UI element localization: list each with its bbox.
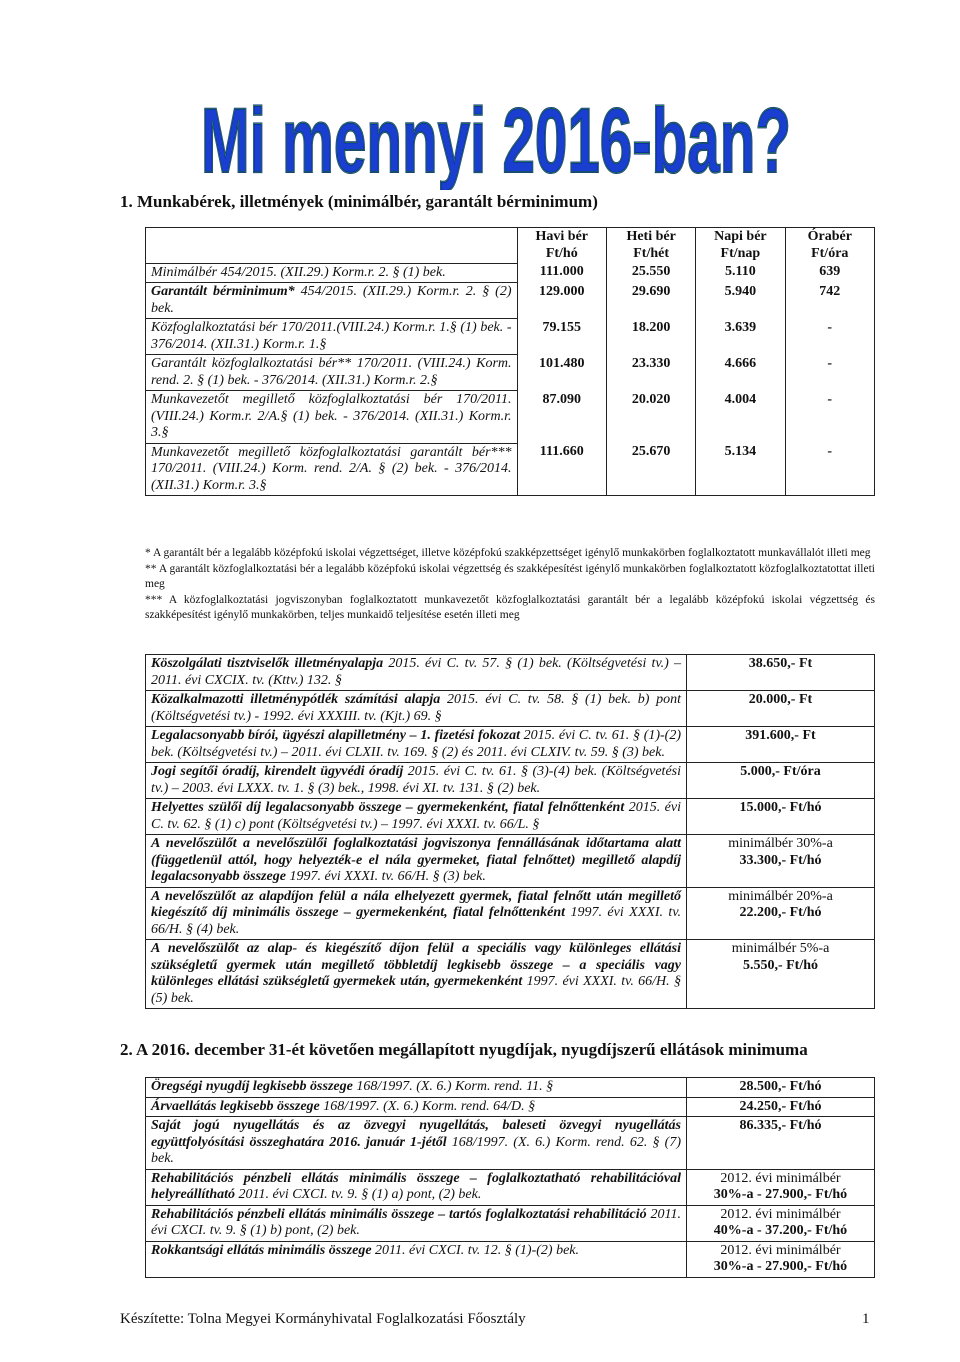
row-label [146, 763, 687, 799]
cell: - [785, 319, 874, 355]
row-title: Saját jogú nyugellátás és az özvegyi nyugellátás, baleseti özvegyi nyugellátás együttfolyósítási összeghatára 2016. január 1-jétől [151, 1118, 681, 1150]
row-label [146, 835, 687, 888]
value-line: 33.300,- Ft/hó [739, 852, 822, 868]
row-reference: 1997. évi XXXI. tv. 66/H. § (4) bek. [151, 905, 681, 937]
row-reference: 2011. évi CXCI. tv. 9. § (1) b) pont, (2) bek. [151, 1206, 681, 1238]
cell: 29.690 [607, 283, 696, 319]
table-row [146, 763, 875, 799]
cell: 639 [785, 263, 874, 283]
value-line: 15.000,- Ft/hó [739, 800, 822, 815]
row-reference: 2015. évi C. tv. 62. § (1) c) pont (Költségvetési tv.) – 1997. évi XXXI. tv. 66/L. § [151, 800, 681, 832]
value-line: 2012. évi minimálbér [720, 1206, 841, 1222]
row-reference: 2015. évi C. tv. 58. § (1) bek. b) pont (Költségvetési tv.) - 1992. évi XXXIII. tv. (Kjt.) 69. § [151, 692, 681, 724]
table-row [146, 799, 875, 835]
value-line: 28.500,- Ft/hó [739, 1079, 822, 1094]
cell: 23.330 [607, 355, 696, 391]
row-reference: 168/1997. (X. 6.) Korm. rend. 11. § [352, 1079, 554, 1094]
footnotes [145, 546, 875, 624]
section1-heading: 1. Munkabérek, illetmények (minimálbér, garantált bérminimum) [120, 192, 598, 211]
section2-heading: 2. A 2016. december 31-ét követően megállapított nyugdíjak, nyugdíjszerű ellátások minimuma [120, 1040, 808, 1059]
row-reference: 168/1997. (X. 6.) Korm. rend. 62. § (7) bek. [151, 1134, 681, 1166]
row-label [146, 887, 687, 940]
row-label [146, 1241, 687, 1277]
row-label [146, 691, 687, 727]
table-row [146, 940, 875, 1009]
row-value [687, 1205, 875, 1241]
cell: 3.639 [696, 319, 785, 355]
wage-table [145, 227, 875, 496]
row-value [687, 1097, 875, 1117]
row-label [146, 1169, 687, 1205]
footnote: *** A közfoglalkoztatási jogviszonyban foglalkoztatott munkavezetőt közfoglalkoztatási garantált bér a legalább középfokú iskolai végzettség és szakképesítést igénylő munkakörben, teljes munkaidő teljesítése esetén illeti meg [145, 593, 875, 621]
row-value [687, 691, 875, 727]
value-line: 391.600,- Ft [745, 728, 816, 743]
cell: 5.110 [696, 263, 785, 283]
row-label [146, 940, 687, 1009]
table-row [146, 391, 875, 444]
pension-table [145, 1077, 875, 1278]
col-monthly: Havi bér Ft/hó [517, 228, 607, 264]
value-line: 24.250,- Ft/hó [739, 1098, 822, 1114]
cell: 18.200 [607, 319, 696, 355]
row-value [687, 1241, 875, 1277]
row-value [687, 655, 875, 691]
row-title: A nevelőszülőt az alapdíjon felül a nála elhelyezett gyermek, fiatal felnőtt után megillető kiegészítő díj minimális összege – gyermekenként, fiatal felnőttenként [151, 888, 681, 920]
value-line: 20.000,- Ft [748, 692, 813, 707]
row-title: Árvaellátás legkisebb összege [151, 1098, 320, 1114]
table-row [146, 1078, 875, 1098]
table-row [146, 1117, 875, 1170]
row-label: Garantált bérminimum* 454/2015. (XII.29.) Korm.r. 2. § (2) bek. [146, 283, 518, 319]
value-line: 86.335,- Ft/hó [739, 1118, 822, 1133]
table-row [146, 1169, 875, 1205]
value-line: 2012. évi minimálbér [720, 1170, 841, 1186]
value-line: 38.650,- Ft [748, 656, 813, 671]
col-hourly: Órabér Ft/óra [785, 228, 874, 264]
row-label [146, 1078, 687, 1098]
row-title: Legalacsonyabb bírói, ügyészi alapilletmény – 1. fizetési fokozat [151, 728, 520, 743]
value-line: 2012. évi minimálbér [720, 1242, 841, 1258]
blank-header-cell [146, 228, 518, 264]
row-label [146, 1097, 687, 1117]
table-row [146, 319, 875, 355]
cell: 87.090 [517, 391, 607, 444]
col-daily: Napi bér Ft/nap [696, 228, 785, 264]
row-value [687, 1078, 875, 1098]
row-label [146, 1117, 687, 1170]
value-line: 30%-a - 27.900,- Ft/hó [713, 1187, 848, 1202]
banner-title: Mi mennyi 2016-ban? [201, 90, 791, 190]
value-line: minimálbér 20%-a [728, 888, 833, 904]
row-reference: 2011. évi CXCI. tv. 9. § (1) a) pont, (2) bek. [235, 1187, 482, 1202]
cell: 5.940 [696, 283, 785, 319]
cell: 4.004 [696, 391, 785, 444]
row-label: Minimálbér 454/2015. (XII.29.) Korm.r. 2. § (1) bek. [146, 263, 518, 283]
cell: 4.666 [696, 355, 785, 391]
table-row [146, 263, 875, 283]
row-label [146, 1205, 687, 1241]
cell: 79.155 [517, 319, 607, 355]
value-line: minimálbér 30%-a [728, 836, 833, 851]
footnote: ** A garantált közfoglalkoztatási bér a legalább középfokú iskolai végzettség és szakképesítést igénylő munkakörben foglalkoztatott közfoglalkoztatottat illeti meg [145, 562, 875, 590]
row-title: Öregségi nyugdíj legkisebb összege [151, 1079, 353, 1094]
table-row [146, 655, 875, 691]
table-row [146, 691, 875, 727]
table-row [146, 835, 875, 888]
value-line: 5.550,- Ft/hó [742, 957, 819, 973]
title-banner [196, 78, 796, 190]
cell: - [785, 391, 874, 444]
row-reference: 2015. évi C. tv. 57. § (1) bek. (Költségvetési tv.) – 2011. évi CXCIX. tv. (Kttv.) 132. § [151, 656, 681, 688]
row-title: Rehabilitációs pénzbeli ellátás minimális összege – tartós foglalkoztatási rehabilitáció [151, 1206, 647, 1222]
cell: 111.000 [517, 263, 607, 283]
value-line: 5.000,- Ft/óra [740, 764, 821, 779]
cell: - [785, 355, 874, 391]
table-row [146, 1241, 875, 1277]
cell: 742 [785, 283, 874, 319]
cell: 25.550 [607, 263, 696, 283]
row-value [687, 727, 875, 763]
value-line: 22.200,- Ft/hó [739, 905, 822, 920]
row-value [687, 763, 875, 799]
row-reference: 2015. évi C. tv. 61. § (3)-(4) bek. (Költségvetési tv.) – 2003. évi LXXX. tv. 1. § (3) bek., 1998. évi XI. tv. 131. § (2) bek. [151, 764, 681, 796]
allowance-table [145, 654, 875, 1009]
page-number: 1 [862, 1311, 870, 1327]
col-weekly: Heti bér Ft/hét [607, 228, 696, 264]
row-title: Rehabilitációs pénzbeli ellátás minimális összege – foglalkoztatható rehabilitációval helyreállítható [151, 1170, 681, 1202]
row-title: Rokkantsági ellátás minimális összege [151, 1242, 372, 1258]
cell: 129.000 [517, 283, 607, 319]
row-value [687, 1169, 875, 1205]
row-label [146, 727, 687, 763]
row-label [146, 799, 687, 835]
row-value [687, 835, 875, 888]
row-label [146, 655, 687, 691]
cell: 111.660 [517, 443, 607, 496]
value-line: minimálbér 5%-a [731, 941, 830, 956]
table-row [146, 355, 875, 391]
cell: - [785, 443, 874, 496]
row-reference: 168/1997. (X. 6.) Korm. rend. 64/D. § [319, 1098, 536, 1114]
table-row [146, 443, 875, 496]
value-line: 40%-a - 37.200,- Ft/hó [713, 1223, 848, 1238]
row-title: Jogi segítői óradíj, kirendelt ügyvédi óradíj [151, 764, 404, 779]
table-row [146, 1205, 875, 1241]
row-title: A nevelőszülőt a nevelőszülői foglalkoztatási jogviszonya fennállásának időtartama alatt (függetlenül attól, hogy helyezték-e el nála gyermeket, fiatal felnőttet) megillető alapdíj legalacsonyabb összege [151, 836, 681, 884]
cell: 25.670 [607, 443, 696, 496]
row-value [687, 887, 875, 940]
value-line: 30%-a - 27.900,- Ft/hó [713, 1259, 848, 1274]
cell: 20.020 [607, 391, 696, 444]
table-row [146, 1097, 875, 1117]
row-title: A nevelőszülőt az alap- és kiegészítő díjon felül a speciális vagy különleges ellátási szükségletű gyermek után megillető többletdíj legkisebb összege – a speciális vagy különleges ellátási szükségletű gyermekek után, gyermekenként [151, 941, 681, 989]
row-value [687, 799, 875, 835]
row-label: Munkavezetőt megillető közfoglalkoztatási bér 170/2011.(VIII.24.) Korm.r. 2/A.§ (1) bek. - 376/2014. (XII.31.) Korm.r. 3.§ [146, 391, 518, 444]
row-title: Közalkalmazotti illetménypótlék számítási alapja [151, 692, 441, 707]
row-title: Köszolgálati tisztviselők illetményalapja [151, 656, 384, 671]
row-label: Munkavezetőt megillető közfoglalkoztatási garantált bér*** 170/2011. (VIII.24.) Korm. rend. 2/A. § (2) bek. - 376/2014. (XII.31.) Korm.r. 3.§ [146, 443, 518, 496]
row-value [687, 1117, 875, 1170]
row-reference: 1997. évi XXXI. tv. 66/H. § (5) bek. [151, 974, 681, 1006]
row-reference: 2015. évi C. tv. 61. § (1)-(2) bek. (Költségvetési tv.) – 2011. évi CLXII. tv. 169. § (2) és 2011. évi CLXIV. tv. 59. § (3) bek. [151, 728, 681, 760]
footnote: * A garantált bér a legalább középfokú iskolai végzettséget, illetve középfokú szakképzettséget igénylő munkakörben foglalkoztatott munkavállalót illeti meg [145, 547, 871, 559]
row-label: Garantált közfoglalkoztatási bér** 170/2011. (VIII.24.) Korm. rend. 2. § (1) bek. - 376/2014. (XII.31.) Korm.r. 2.§ [146, 355, 518, 391]
cell: 5.134 [696, 443, 785, 496]
table-row [146, 727, 875, 763]
cell: 101.480 [517, 355, 607, 391]
row-reference: 2011. évi CXCI. tv. 12. § (1)-(2) bek. [371, 1242, 580, 1258]
row-value [687, 940, 875, 1009]
banner-title-outline: Mi mennyi 2016-ban? [201, 90, 791, 190]
table-row [146, 283, 875, 319]
footer-text: Készítette: Tolna Megyei Kormányhivatal Foglalkozatási Főosztály [120, 1311, 526, 1327]
table-row [146, 887, 875, 940]
row-reference: 1997. évi XXXI. tv. 66/H. § (3) bek. [285, 869, 486, 884]
row-label: Közfoglalkoztatási bér 170/2011.(VIII.24.) Korm.r. 1.§ (1) bek. - 376/2014. (XII.31.) Korm.r. 1.§ [146, 319, 518, 355]
row-title: Helyettes szülői díj legalacsonyabb összege – gyermekenként, fiatal felnőttenként [151, 800, 625, 815]
